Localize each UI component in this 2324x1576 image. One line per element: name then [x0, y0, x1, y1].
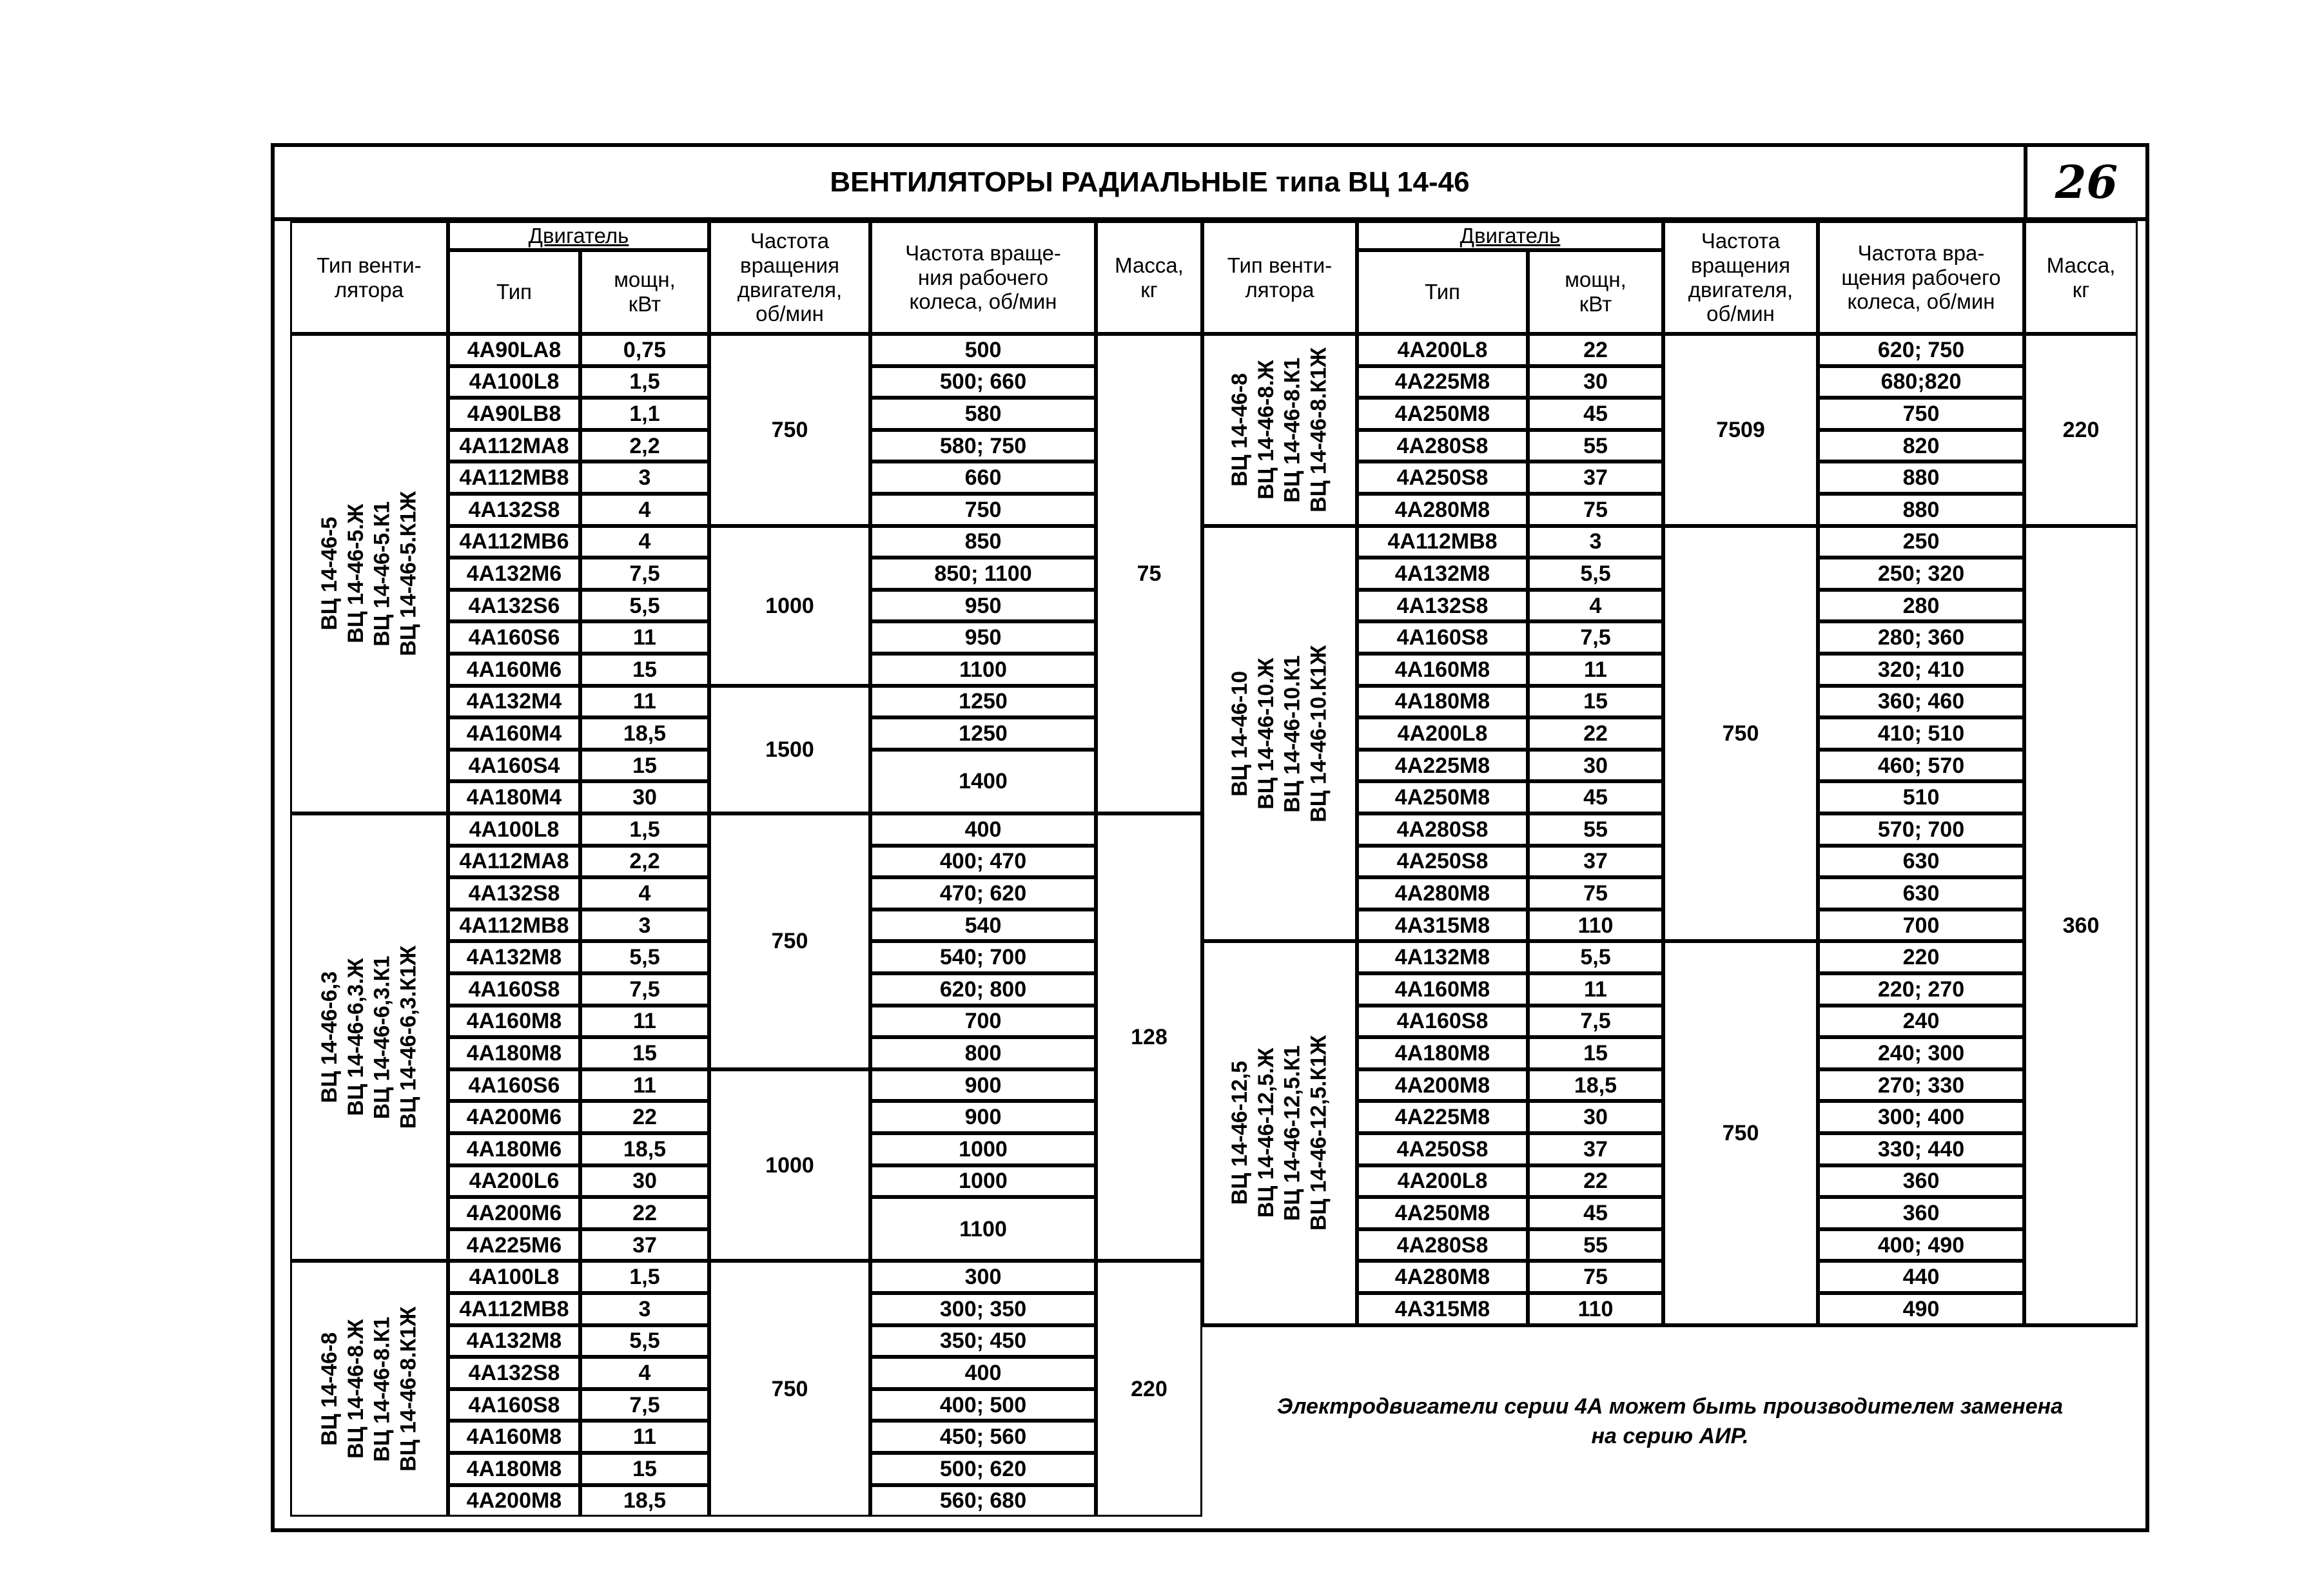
power-cell: 4 [580, 877, 709, 910]
motor-type-cell: 4A112MB8 [1357, 526, 1528, 558]
wheel-speed-cell: 240 [1818, 1006, 2024, 1038]
power-cell: 75 [1528, 877, 1663, 910]
mass-cell: 128 [1096, 813, 1202, 1261]
motor-type-cell: 4A132M8 [448, 941, 580, 973]
power-cell: 11 [580, 1006, 709, 1038]
power-cell: 4 [580, 526, 709, 558]
wheel-speed-cell: 400 [870, 1357, 1096, 1389]
wheel-speed-cell: 1400 [870, 750, 1096, 813]
power-cell: 1,5 [580, 1261, 709, 1293]
motor-speed-cell: 750 [1663, 526, 1818, 942]
motor-type-cell: 4A180M4 [448, 781, 580, 813]
header-wheel-speed: Частота враще- ния рабочего колеса, об/мин [870, 221, 1096, 334]
wheel-speed-cell: 700 [1818, 910, 2024, 942]
power-cell: 2,2 [580, 846, 709, 878]
motor-type-cell: 4A132S8 [448, 494, 580, 526]
fan-model-group [290, 813, 448, 1261]
document-sheet [271, 143, 2149, 1532]
wheel-speed-cell: 580 [870, 398, 1096, 430]
motor-type-cell: 4A132S8 [448, 877, 580, 910]
power-cell: 45 [1528, 398, 1663, 430]
motor-type-cell: 4A112MA8 [448, 846, 580, 878]
header-mass: Масса, кг [1096, 221, 1202, 334]
motor-type-cell: 4A280S8 [1357, 1229, 1528, 1261]
motor-type-cell: 4A160M8 [448, 1006, 580, 1038]
power-cell: 1,5 [580, 813, 709, 846]
power-cell: 11 [580, 621, 709, 654]
power-cell: 3 [580, 462, 709, 494]
power-cell: 7,5 [1528, 1006, 1663, 1038]
wheel-speed-cell: 900 [870, 1069, 1096, 1102]
power-cell: 15 [580, 1037, 709, 1069]
page-title: ВЕНТИЛЯТОРЫ РАДИАЛЬНЫЕ типа ВЦ 14-46 [275, 147, 2025, 221]
motor-type-cell: 4A315M8 [1357, 910, 1528, 942]
header-motor-type: Тип [448, 250, 580, 334]
motor-type-cell: 4A90LA8 [448, 334, 580, 366]
wheel-speed-cell: 1000 [870, 1133, 1096, 1165]
wheel-speed-cell: 950 [870, 621, 1096, 654]
power-cell: 4 [1528, 590, 1663, 622]
wheel-speed-cell: 570; 700 [1818, 813, 2024, 846]
power-cell: 15 [580, 750, 709, 782]
wheel-speed-cell: 250 [1818, 526, 2024, 558]
power-cell: 11 [580, 686, 709, 718]
wheel-speed-cell: 630 [1818, 877, 2024, 910]
power-cell: 110 [1528, 910, 1663, 942]
motor-type-cell: 4A160S4 [448, 750, 580, 782]
motor-type-cell: 4A315M8 [1357, 1293, 1528, 1325]
motor-type-cell: 4A160M8 [1357, 654, 1528, 686]
motor-type-cell: 4A160M8 [1357, 973, 1528, 1006]
motor-type-cell: 4A132S8 [448, 1357, 580, 1389]
wheel-speed-cell: 820 [1818, 430, 2024, 462]
wheel-speed-cell: 950 [870, 590, 1096, 622]
wheel-speed-cell: 500 [870, 334, 1096, 366]
power-cell: 15 [1528, 686, 1663, 718]
wheel-speed-cell: 1250 [870, 717, 1096, 750]
motor-type-cell: 4A160S8 [1357, 621, 1528, 654]
motor-type-cell: 4A132M4 [448, 686, 580, 718]
wheel-speed-cell: 280 [1818, 590, 2024, 622]
power-cell: 30 [580, 781, 709, 813]
wheel-speed-cell: 1100 [870, 654, 1096, 686]
wheel-speed-cell: 250; 320 [1818, 558, 2024, 590]
wheel-speed-cell: 460; 570 [1818, 750, 2024, 782]
motor-type-cell: 4A200M8 [1357, 1069, 1528, 1102]
power-cell: 22 [580, 1197, 709, 1229]
fan-model-group-text: ВЦ 14-46-8 ВЦ 14-46-8.Ж ВЦ 14-46-8.К1 ВЦ 14-46-8.К1Ж [1227, 347, 1331, 512]
fan-model-group [290, 1261, 448, 1517]
motor-type-cell: 4A100L8 [448, 813, 580, 846]
power-cell: 3 [1528, 526, 1663, 558]
wheel-speed-cell: 540; 700 [870, 941, 1096, 973]
power-cell: 5,5 [580, 1325, 709, 1357]
mass-cell: 75 [1096, 334, 1202, 813]
header-fan-type: Тип венти- лятора [290, 221, 448, 334]
wheel-speed-cell: 410; 510 [1818, 717, 2024, 750]
motor-type-cell: 4A225M8 [1357, 750, 1528, 782]
wheel-speed-cell: 850 [870, 526, 1096, 558]
header-motor: Двигатель [448, 221, 709, 250]
motor-type-cell: 4A200M6 [448, 1197, 580, 1229]
fan-model-group [1202, 941, 1357, 1325]
motor-type-cell: 4A112MB8 [448, 462, 580, 494]
wheel-speed-cell: 220 [1818, 941, 2024, 973]
power-cell: 30 [1528, 366, 1663, 398]
wheel-speed-cell: 500; 620 [870, 1453, 1096, 1485]
motor-type-cell: 4A132M8 [1357, 941, 1528, 973]
motor-type-cell: 4A225M6 [448, 1229, 580, 1261]
wheel-speed-cell: 1000 [870, 1165, 1096, 1198]
motor-type-cell: 4A200M6 [448, 1101, 580, 1133]
power-cell: 18,5 [1528, 1069, 1663, 1102]
motor-type-cell: 4A100L8 [448, 1261, 580, 1293]
wheel-speed-cell: 400; 490 [1818, 1229, 2024, 1261]
wheel-speed-cell: 440 [1818, 1261, 2024, 1293]
fan-model-group [1202, 526, 1357, 942]
motor-type-cell: 4A225M8 [1357, 1101, 1528, 1133]
power-cell: 0,75 [580, 334, 709, 366]
fan-model-group-text: ВЦ 14-46-5 ВЦ 14-46-5.Ж ВЦ 14-46-5.К1 ВЦ 14-46-5.К1Ж [317, 491, 421, 656]
wheel-speed-cell: 680;820 [1818, 366, 2024, 398]
power-cell: 45 [1528, 781, 1663, 813]
wheel-speed-cell: 220; 270 [1818, 973, 2024, 1006]
motor-type-cell: 4A280M8 [1357, 494, 1528, 526]
wheel-speed-cell: 490 [1818, 1293, 2024, 1325]
motor-type-cell: 4A160S8 [1357, 1006, 1528, 1038]
header-mass: Масса, кг [2024, 221, 2138, 334]
motor-type-cell: 4A112MB8 [448, 910, 580, 942]
motor-type-cell: 4A200L6 [448, 1165, 580, 1198]
wheel-speed-cell: 240; 300 [1818, 1037, 2024, 1069]
fan-specs-table [290, 221, 2130, 1528]
wheel-speed-cell: 360 [1818, 1197, 2024, 1229]
motor-type-cell: 4A160S8 [448, 973, 580, 1006]
motor-type-cell: 4A112MA8 [448, 430, 580, 462]
motor-type-cell: 4A160S8 [448, 1389, 580, 1421]
motor-type-cell: 4A100L8 [448, 366, 580, 398]
power-cell: 15 [580, 1453, 709, 1485]
power-cell: 11 [580, 1069, 709, 1102]
motor-type-cell: 4A250S8 [1357, 1133, 1528, 1165]
wheel-speed-cell: 300; 350 [870, 1293, 1096, 1325]
motor-type-cell: 4A250S8 [1357, 462, 1528, 494]
power-cell: 5,5 [1528, 558, 1663, 590]
header-power: мощн, кВт [1528, 250, 1663, 334]
wheel-speed-cell: 360; 460 [1818, 686, 2024, 718]
wheel-speed-cell: 500; 660 [870, 366, 1096, 398]
fan-model-group-text: ВЦ 14-46-12,5 ВЦ 14-46-12,5.Ж ВЦ 14-46-12,5.К1 ВЦ 14-46-12,5.К1Ж [1227, 1035, 1331, 1231]
motor-type-cell: 4A280M8 [1357, 1261, 1528, 1293]
wheel-speed-cell: 270; 330 [1818, 1069, 2024, 1102]
mass-cell: 220 [1096, 1261, 1202, 1517]
wheel-speed-cell: 880 [1818, 462, 2024, 494]
motor-type-cell: 4A112MB8 [448, 1293, 580, 1325]
motor-type-cell: 4A180M8 [448, 1453, 580, 1485]
power-cell: 2,2 [580, 430, 709, 462]
motor-type-cell: 4A280S8 [1357, 813, 1528, 846]
motor-type-cell: 4A180M8 [1357, 686, 1528, 718]
power-cell: 22 [1528, 334, 1663, 366]
mass-cell: 360 [2024, 526, 2138, 1325]
wheel-speed-cell: 350; 450 [870, 1325, 1096, 1357]
motor-type-cell: 4A160M8 [448, 1421, 580, 1453]
motor-type-cell: 4A225M8 [1357, 366, 1528, 398]
motor-type-cell: 4A250S8 [1357, 846, 1528, 878]
wheel-speed-cell: 1100 [870, 1197, 1096, 1261]
motor-speed-cell: 1000 [709, 1069, 870, 1261]
fan-model-group [1202, 334, 1357, 526]
fan-model-group-text: ВЦ 14-46-10 ВЦ 14-46-10.Ж ВЦ 14-46-10.К1 ВЦ 14-46-10.К1Ж [1227, 645, 1331, 822]
motor-type-cell: 4A132M8 [1357, 558, 1528, 590]
fan-model-group-text: ВЦ 14-46-8 ВЦ 14-46-8.Ж ВЦ 14-46-8.К1 ВЦ 14-46-8.К1Ж [317, 1306, 421, 1472]
power-cell: 22 [580, 1101, 709, 1133]
power-cell: 22 [1528, 1165, 1663, 1198]
wheel-speed-cell: 300 [870, 1261, 1096, 1293]
power-cell: 55 [1528, 1229, 1663, 1261]
power-cell: 22 [1528, 717, 1663, 750]
power-cell: 11 [1528, 973, 1663, 1006]
power-cell: 55 [1528, 430, 1663, 462]
power-cell: 110 [1528, 1293, 1663, 1325]
power-cell: 37 [1528, 462, 1663, 494]
motor-type-cell: 4A250M8 [1357, 781, 1528, 813]
power-cell: 4 [580, 494, 709, 526]
motor-type-cell: 4A160M4 [448, 717, 580, 750]
mass-cell: 220 [2024, 334, 2138, 526]
motor-type-cell: 4A180M6 [448, 1133, 580, 1165]
power-cell: 11 [580, 1421, 709, 1453]
wheel-speed-cell: 470; 620 [870, 877, 1096, 910]
wheel-speed-cell: 510 [1818, 781, 2024, 813]
motor-type-cell: 4A132S8 [1357, 590, 1528, 622]
header-fan-type: Тип венти- лятора [1202, 221, 1357, 334]
fan-model-group-text: ВЦ 14-46-6,3 ВЦ 14-46-6,3.Ж ВЦ 14-46-6,3.К1 ВЦ 14-46-6,3.К1Ж [317, 946, 421, 1129]
motor-type-cell: 4A132S6 [448, 590, 580, 622]
wheel-speed-cell: 320; 410 [1818, 654, 2024, 686]
motor-speed-cell: 7509 [1663, 334, 1818, 526]
power-cell: 5,5 [1528, 941, 1663, 973]
power-cell: 45 [1528, 1197, 1663, 1229]
power-cell: 55 [1528, 813, 1663, 846]
motor-type-cell: 4A250M8 [1357, 1197, 1528, 1229]
wheel-speed-cell: 850; 1100 [870, 558, 1096, 590]
header-wheel-speed: Частота вра- щения рабочего колеса, об/мин [1818, 221, 2024, 334]
power-cell: 37 [1528, 846, 1663, 878]
wheel-speed-cell: 280; 360 [1818, 621, 2024, 654]
power-cell: 7,5 [580, 558, 709, 590]
footnote: Электродвигатели серии 4А может быть производителем заменена на серию АИР. [1202, 1325, 2138, 1517]
header-motor-speed: Частота вращения двигателя, об/мин [1663, 221, 1818, 334]
power-cell: 4 [580, 1357, 709, 1389]
motor-speed-cell: 750 [1663, 941, 1818, 1325]
motor-type-cell: 4A160M6 [448, 654, 580, 686]
motor-type-cell: 4A90LB8 [448, 398, 580, 430]
power-cell: 1,1 [580, 398, 709, 430]
motor-type-cell: 4A160S6 [448, 1069, 580, 1102]
wheel-speed-cell: 540 [870, 910, 1096, 942]
motor-type-cell: 4A250M8 [1357, 398, 1528, 430]
power-cell: 18,5 [580, 1485, 709, 1517]
motor-type-cell: 4A200L8 [1357, 334, 1528, 366]
power-cell: 30 [1528, 750, 1663, 782]
header-motor: Двигатель [1357, 221, 1663, 250]
motor-type-cell: 4A200L8 [1357, 1165, 1528, 1198]
motor-type-cell: 4A200L8 [1357, 717, 1528, 750]
power-cell: 30 [1528, 1101, 1663, 1133]
motor-type-cell: 4A180M8 [448, 1037, 580, 1069]
motor-speed-cell: 750 [709, 1261, 870, 1517]
wheel-speed-cell: 700 [870, 1006, 1096, 1038]
power-cell: 15 [1528, 1037, 1663, 1069]
power-cell: 75 [1528, 1261, 1663, 1293]
power-cell: 5,5 [580, 941, 709, 973]
power-cell: 11 [1528, 654, 1663, 686]
power-cell: 75 [1528, 494, 1663, 526]
wheel-speed-cell: 900 [870, 1101, 1096, 1133]
power-cell: 18,5 [580, 1133, 709, 1165]
wheel-speed-cell: 300; 400 [1818, 1101, 2024, 1133]
motor-type-cell: 4A112MB6 [448, 526, 580, 558]
wheel-speed-cell: 400 [870, 813, 1096, 846]
motor-speed-cell: 750 [709, 813, 870, 1069]
wheel-speed-cell: 1250 [870, 686, 1096, 718]
power-cell: 30 [580, 1165, 709, 1198]
motor-type-cell: 4A132M8 [448, 1325, 580, 1357]
power-cell: 7,5 [580, 1389, 709, 1421]
wheel-speed-cell: 620; 750 [1818, 334, 2024, 366]
power-cell: 3 [580, 1293, 709, 1325]
motor-type-cell: 4A280M8 [1357, 877, 1528, 910]
power-cell: 7,5 [1528, 621, 1663, 654]
wheel-speed-cell: 400; 500 [870, 1389, 1096, 1421]
header-motor-speed: Частота вращения двигателя, об/мин [709, 221, 870, 334]
wheel-speed-cell: 450; 560 [870, 1421, 1096, 1453]
power-cell: 5,5 [580, 590, 709, 622]
motor-type-cell: 4A180M8 [1357, 1037, 1528, 1069]
header-power: мощн, кВт [580, 250, 709, 334]
power-cell: 3 [580, 910, 709, 942]
wheel-speed-cell: 580; 750 [870, 430, 1096, 462]
power-cell: 37 [580, 1229, 709, 1261]
motor-speed-cell: 750 [709, 334, 870, 526]
power-cell: 1,5 [580, 366, 709, 398]
motor-type-cell: 4A280S8 [1357, 430, 1528, 462]
wheel-speed-cell: 360 [1818, 1165, 2024, 1198]
motor-type-cell: 4A200M8 [448, 1485, 580, 1517]
wheel-speed-cell: 560; 680 [870, 1485, 1096, 1517]
motor-type-cell: 4A132M6 [448, 558, 580, 590]
motor-type-cell: 4A160S6 [448, 621, 580, 654]
header-motor-type: Тип [1357, 250, 1528, 334]
power-cell: 7,5 [580, 973, 709, 1006]
wheel-speed-cell: 750 [1818, 398, 2024, 430]
wheel-speed-cell: 620; 800 [870, 973, 1096, 1006]
wheel-speed-cell: 750 [870, 494, 1096, 526]
wheel-speed-cell: 400; 470 [870, 846, 1096, 878]
wheel-speed-cell: 630 [1818, 846, 2024, 878]
page-number: 26 [2024, 147, 2145, 221]
fan-model-group [290, 334, 448, 813]
motor-speed-cell: 1500 [709, 686, 870, 813]
power-cell: 15 [580, 654, 709, 686]
power-cell: 18,5 [580, 717, 709, 750]
motor-speed-cell: 1000 [709, 526, 870, 686]
wheel-speed-cell: 880 [1818, 494, 2024, 526]
wheel-speed-cell: 660 [870, 462, 1096, 494]
wheel-speed-cell: 330; 440 [1818, 1133, 2024, 1165]
wheel-speed-cell: 800 [870, 1037, 1096, 1069]
power-cell: 37 [1528, 1133, 1663, 1165]
